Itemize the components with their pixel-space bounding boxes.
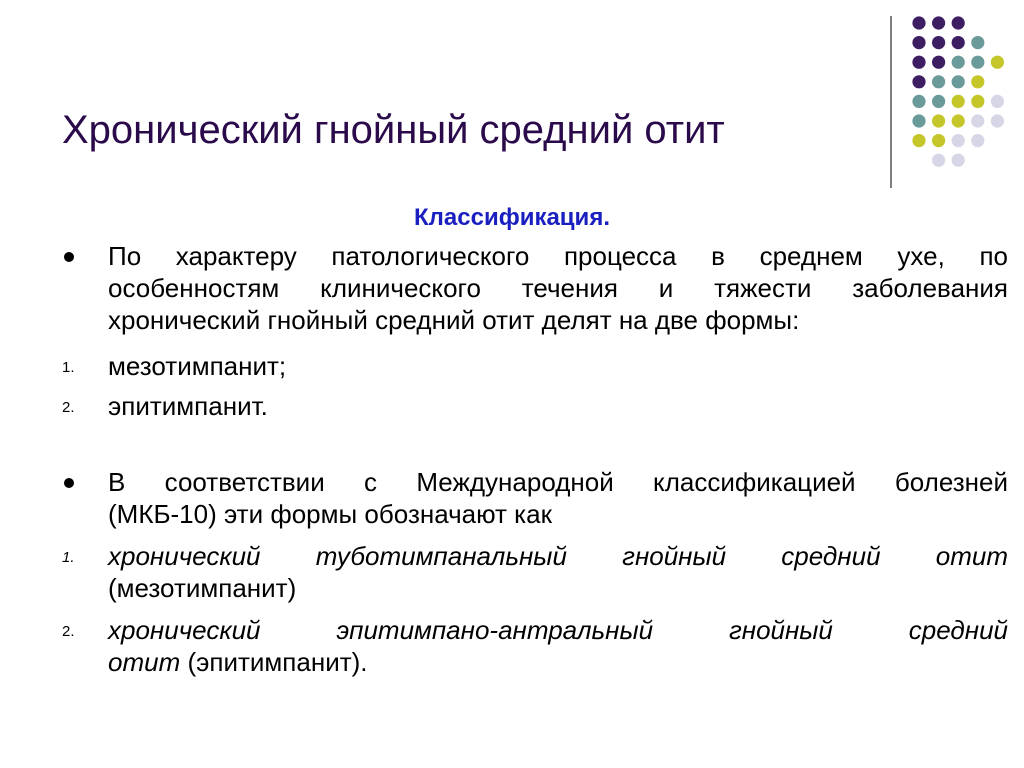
- decorative-dot: [912, 95, 925, 108]
- decorative-dot: [932, 36, 945, 49]
- decorative-dot: [912, 75, 925, 88]
- bullet-icon: [64, 252, 74, 262]
- bullet-icon: [64, 478, 74, 488]
- text-line: хронический эпитимпано-антральный гнойный средний: [108, 615, 1008, 645]
- slide-subtitle: Классификация.: [414, 204, 610, 231]
- list-item-text: [108, 614, 1008, 678]
- italic-fragment: отит: [108, 647, 181, 677]
- decorative-dot: [932, 114, 945, 127]
- decorative-dot: [991, 56, 1004, 69]
- decorative-dot: [912, 134, 925, 147]
- decorative-dot: [991, 95, 1004, 108]
- decorative-dot: [932, 95, 945, 108]
- slide-title: Хронический гнойный средний отит: [62, 108, 725, 152]
- decorative-dot-grid: [0, 0, 1024, 200]
- decorative-dot: [971, 134, 984, 147]
- text-fragment: (эпитимпанит).: [180, 647, 368, 677]
- text-line: (мезотимпанит): [108, 573, 297, 603]
- decorative-dot: [991, 114, 1004, 127]
- text-line: хронический гнойный средний отит делят на две формы:: [108, 305, 800, 335]
- text-line: (МКБ-10) эти формы обозначают как: [108, 499, 552, 529]
- decorative-dot: [971, 36, 984, 49]
- decorative-dot: [971, 75, 984, 88]
- list-number: 1.: [62, 549, 75, 566]
- decorative-dot: [952, 134, 965, 147]
- decorative-dot: [952, 114, 965, 127]
- decorative-dot: [971, 95, 984, 108]
- text-line: В соответствии с Международной классификацией болезней: [108, 467, 1008, 497]
- decorative-dot: [932, 56, 945, 69]
- decorative-dot: [932, 16, 945, 29]
- decorative-dot: [952, 95, 965, 108]
- decorative-dot: [952, 16, 965, 29]
- decorative-dot: [952, 36, 965, 49]
- decorative-dot: [912, 56, 925, 69]
- bullet-text: [108, 240, 1008, 336]
- decorative-dot: [952, 154, 965, 167]
- decorative-dot: [912, 16, 925, 29]
- list-item-text: [108, 540, 1008, 604]
- list-number: 2.: [62, 623, 75, 640]
- decorative-dot: [932, 154, 945, 167]
- decorative-dot: [971, 56, 984, 69]
- decorative-dot: [952, 56, 965, 69]
- decorative-dot: [971, 114, 984, 127]
- bullet-text: [108, 466, 1008, 530]
- decorative-dot: [912, 36, 925, 49]
- text-line: особенностям клинического течения и тяжести заболевания: [108, 273, 1008, 303]
- decorative-dot: [952, 75, 965, 88]
- text-line: По характеру патологического процесса в среднем ухе, по: [108, 241, 1008, 271]
- decorative-dot: [932, 134, 945, 147]
- text-line: хронический туботимпанальный гнойный средний отит: [108, 541, 1008, 571]
- list-number: 2.: [62, 399, 75, 416]
- list-item-text: эпитимпанит.: [108, 391, 268, 421]
- decorative-dot: [932, 75, 945, 88]
- decorative-dot: [912, 114, 925, 127]
- text-line: [108, 646, 1008, 678]
- list-item-text: мезотимпанит;: [108, 351, 287, 381]
- list-number: 1.: [62, 359, 75, 376]
